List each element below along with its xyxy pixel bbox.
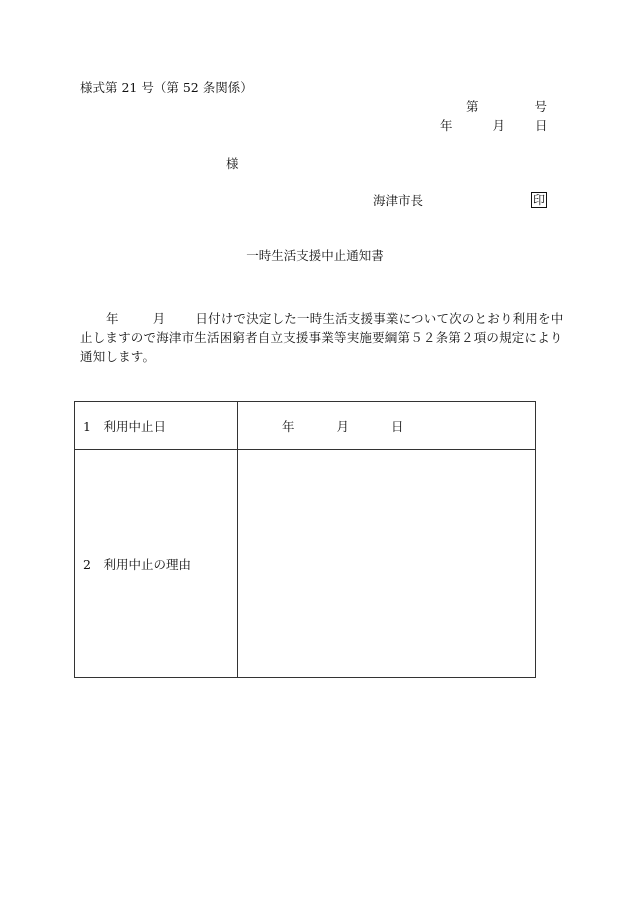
stop-date-month: 月 — [336, 418, 350, 434]
seal-mark: 印 — [533, 193, 546, 207]
document-date — [440, 120, 548, 133]
row-value-reason — [238, 450, 536, 678]
table-row — [75, 402, 536, 450]
doc-date-year: 年 — [440, 118, 453, 133]
info-table — [74, 401, 536, 678]
table-row — [75, 450, 536, 678]
issuer-name: 海津市長 — [373, 193, 424, 208]
document-title: 一時生活支援中止通知書 — [246, 248, 384, 263]
row-label-stop-date: 1 利用中止日 — [75, 402, 238, 450]
doc-number-prefix: 第 — [466, 99, 479, 114]
stop-date-day: 日 — [391, 418, 404, 434]
document-number — [466, 101, 547, 114]
doc-number-suffix: 号 — [534, 99, 548, 114]
form-id: 様式第 21 号（第 52 条関係） — [80, 80, 253, 95]
row-value-stop-date — [238, 402, 536, 450]
body-paragraph — [80, 309, 570, 366]
body-year: 年 — [106, 311, 119, 326]
stop-date-year: 年 — [282, 418, 295, 434]
recipient-honorific: 様 — [226, 156, 239, 171]
doc-date-day: 日 — [535, 118, 548, 133]
row-label-reason: 2 利用中止の理由 — [75, 450, 238, 678]
body-month: 月 — [152, 311, 166, 326]
body-text: 日付けで決定した一時生活支援事業について次のとおり利用を中止しますので海津市生活困窮者自立支援事業等実施要綱第５２条第２項の規定により通知します。 — [80, 311, 564, 364]
doc-date-month: 月 — [492, 118, 506, 133]
